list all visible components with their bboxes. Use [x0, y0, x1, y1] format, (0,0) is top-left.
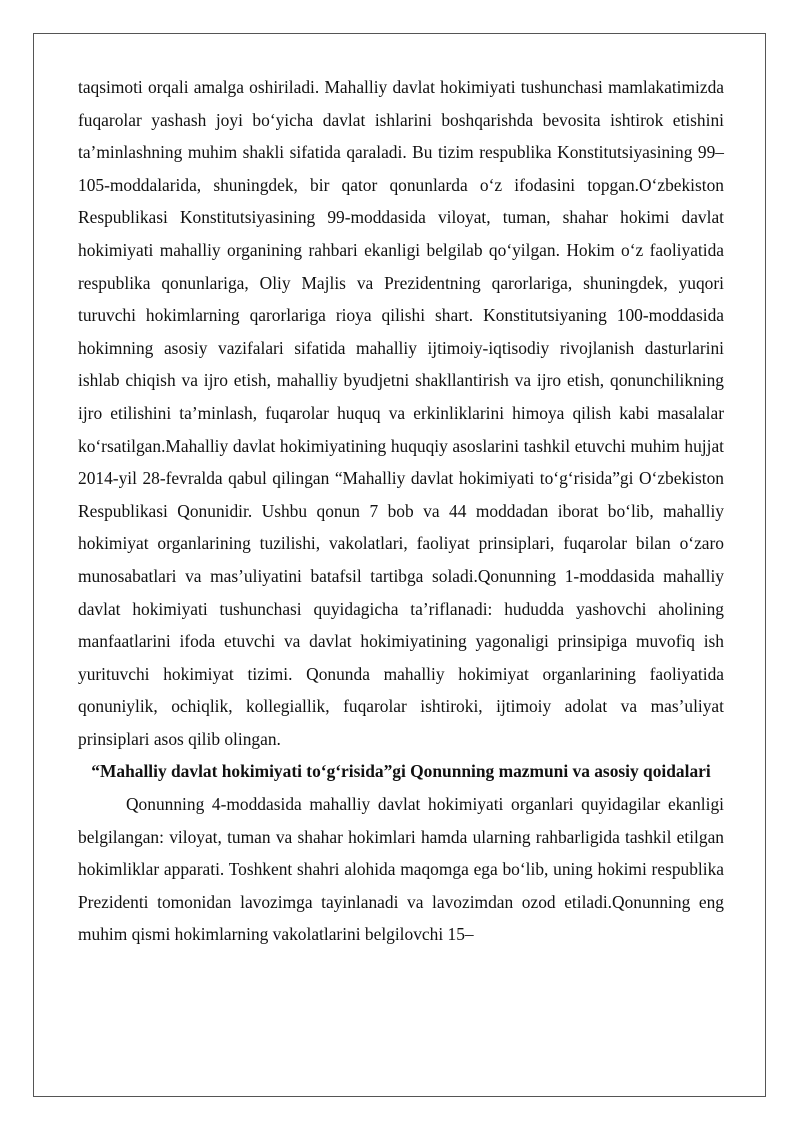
document-body [78, 71, 724, 951]
body-paragraph: Qonunning 4-moddasida mahalliy davlat hokimiyati organlari quyidagilar ekanligi belgilangan: viloyat, tuman va shahar hokimlari hamda ularning rahbarligida tashkil etilgan hokimliklar apparati. Toshkent shahri alohida maqomga ega bo‘lib, uning hokimi respublika Prezidenti tomonidan lavozimga tayinlanadi va lavozimdan ozod etiladi.Qonunning eng muhim qismi hokimlarning vakolatlarini belgilovchi 15– [78, 794, 724, 945]
section-heading: “Mahalliy davlat hokimiyati to‘g‘risida”gi Qonunning mazmuni va asosiy qoidalari [91, 761, 711, 782]
body-paragraph: taqsimoti orqali amalga oshiriladi. Mahalliy davlat hokimiyati tushunchasi mamlakatimizda fuqarolar yashash joyi bo‘yicha davlat ishlarini boshqarishda bevosita ishtirok etishini ta’minlashning muhim shakli sifatida qaraladi. Bu tizim respublika Konstitutsiyasining 99–105-moddalarida, shuningdek, bir qator qonunlarda o‘z ifodasini topgan.O‘zbekiston Respublikasi Konstitutsiyasining 99-moddasida viloyat, tuman, shahar hokimi davlat hokimiyati mahalliy organining rahbari ekanligi belgilab qo‘yilgan. Hokim o‘z faoliyatida respublika qonunlariga, Oliy Majlis va Prezidentning qarorlariga, shuningdek, yuqori turuvchi hokimlarning qarorlariga rioya qilishi shart. Konstitutsiyaning 100-moddasida hokimning asosiy vazifalari sifatida mahalliy ijtimoiy-iqtisodiy rivojlanish dasturlarini ishlab chiqish va ijro etish, mahalliy byudjetni shakllantirish va ijro etish, qonunchilikning ijro etilishini ta’minlash, fuqarolar huquq va erkinliklarini himoya qilish kabi masalalar ko‘rsatilgan.Mahalliy davlat hokimiyatining huquqiy asoslarini tashkil etuvchi muhim hujjat 2014-yil 28-fevralda qabul qilingan “Mahalliy davlat hokimiyati to‘g‘risida”gi O‘zbekiston Respublikasi Qonunidir. Ushbu qonun 7 bob va 44 moddadan iborat bo‘lib, mahalliy hokimiyat organlarining tuzilishi, vakolatlari, faoliyat prinsiplari, fuqarolar bilan o‘zaro munosabatlari va mas’uliyatini batafsil tartibga soladi.Qonunning 1-moddasida mahalliy davlat hokimiyati tushunchasi quyidagicha ta’riflanadi: hududda yashovchi aholining manfaatlarini ifoda etuvchi va davlat hokimiyatining yagonaligi prinsipiga muvofiq ish yurituvchi hokimiyat tizimi. Qonunda mahalliy hokimiyat organlarining faoliyatida qonuniylik, ochiqlik, kollegiallik, fuqarolar ishtiroki, ijtimoiy adolat va mas’uliyat prinsiplari asos qilib olingan. [78, 77, 724, 749]
